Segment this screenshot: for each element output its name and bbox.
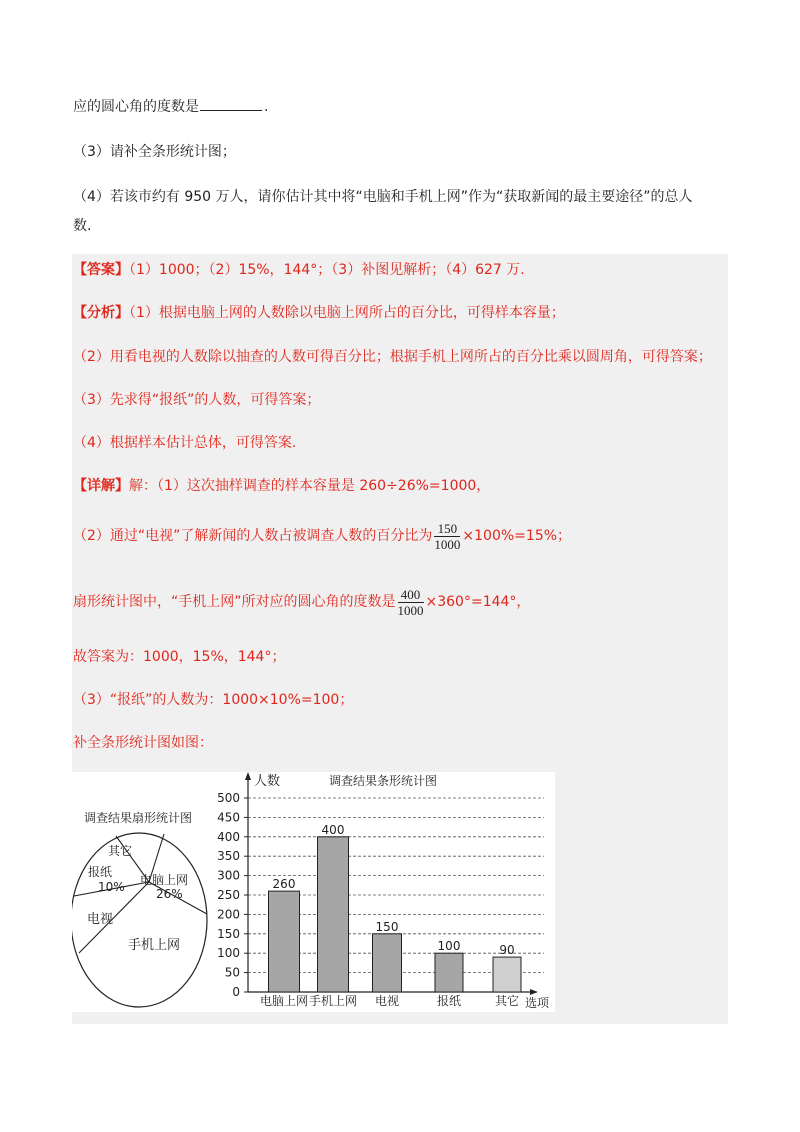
bar-category-label: 手机上网: [308, 994, 358, 1008]
pie-title: 调查结果扇形统计图: [84, 811, 193, 825]
detail-text-3-post: ×360°=144°，: [425, 594, 531, 610]
question-3: （3）请补全条形统计图；: [73, 144, 236, 160]
bar-5: [493, 957, 521, 992]
bar-value-label: 100: [437, 939, 461, 954]
question-2-end: [73, 96, 268, 117]
y-tick-label: 250: [217, 888, 240, 902]
pie-label-computer: 电脑上网: [140, 873, 189, 887]
detail-line-4: 故答案为：1000，15%，144°；: [73, 649, 286, 665]
pie-label-phone: 手机上网: [128, 938, 181, 953]
y-tick-label: 400: [217, 829, 240, 844]
detail-tag: 【详解】: [73, 478, 129, 494]
fraction-denominator: 1000: [434, 536, 461, 552]
analysis-line-3: （3）先求得“报纸”的人数，可得答案；: [73, 392, 321, 408]
detail-text-2: （2）通过“电视”了解新闻的人数占被调查人数的百分比为: [73, 528, 433, 544]
period: .: [264, 99, 269, 115]
analysis-line-2: （2）用看电视的人数除以抽查的人数可得百分比；根据手机上网所占的百分比乘以圆周角，可得答案；: [73, 349, 712, 365]
y-axis-arrow-icon: [245, 772, 251, 780]
pie-label-tv: 电视: [87, 912, 114, 927]
detail-text-3: 扇形统计图中，“手机上网”所对应的圆心角的度数是: [73, 594, 396, 610]
detail-line-1: [73, 476, 490, 496]
detail-line-3: [73, 584, 530, 620]
question-2-text: 应的圆心角的度数是: [73, 99, 199, 115]
analysis-text-1: （1）根据电脑上网的人数除以电脑上网所占的百分比，可得样本容量；: [129, 305, 565, 321]
bar-category-labels: [260, 993, 519, 1008]
y-tick-label: 0: [232, 985, 240, 999]
x-axis-arrow-icon: [530, 989, 538, 995]
bar-value-label: 150: [375, 919, 399, 934]
y-tick-label: 350: [217, 849, 240, 864]
pie-label-newspaper-pct: 10%: [98, 880, 125, 894]
bar-x-axis-label: 选项: [525, 996, 550, 1010]
answer-line: [73, 260, 525, 280]
y-tick-label: 450: [217, 810, 240, 825]
fraction-denominator: 1000: [397, 602, 424, 618]
bar-1: [269, 891, 300, 992]
y-tick-label: 50: [224, 965, 240, 980]
question-4-line-2: 数.: [73, 218, 92, 234]
detail-line-6: 补全条形统计图如图：: [73, 735, 213, 751]
bar-category-label: 报纸: [436, 994, 462, 1008]
detail-line-5: （3）“报纸”的人数为：1000×10%=100；: [73, 692, 354, 708]
bar-3: [373, 934, 402, 992]
bar-value-label: 400: [321, 822, 345, 837]
statistics-figure-svg: [72, 772, 555, 1012]
analysis-line-1: [73, 303, 565, 323]
answer-text: （1）1000；（2）15%，144°；（3）补图见解析；（4）627 万.: [129, 262, 525, 278]
bar-value-label: 260: [272, 877, 296, 892]
detail-line-2: [73, 518, 571, 554]
detail-text-1: 解：（1）这次抽样调查的样本容量是 260÷26%=1000，: [129, 478, 491, 494]
analysis-tag: 【分析】: [73, 305, 129, 321]
bar-value-label: 90: [499, 943, 515, 958]
bar-y-axis-label: 人数: [254, 774, 281, 789]
bar-category-label: 其它: [494, 994, 520, 1008]
fraction-150-1000: [434, 521, 460, 552]
pie-label-computer-pct: 26%: [156, 887, 183, 901]
answer-blank: [200, 96, 262, 111]
analysis-line-4: （4）根据样本估计总体，可得答案.: [73, 435, 297, 451]
fraction-numerator: 150: [434, 521, 460, 537]
fraction-400-1000: [398, 587, 424, 618]
y-tick-label: 200: [217, 907, 240, 922]
fraction-numerator: 400: [398, 587, 424, 603]
y-tick-label: 100: [217, 946, 240, 961]
y-tick-label: 500: [217, 791, 240, 805]
detail-text-2-post: ×100%=15%；: [462, 528, 572, 544]
answer-tag: 【答案】: [73, 262, 129, 278]
pie-label-other: 其它: [108, 844, 133, 858]
y-tick-label: 150: [217, 926, 240, 941]
bar-4: [435, 953, 463, 992]
bar-category-label: 电视: [374, 994, 400, 1008]
pie-label-newspaper: 报纸: [88, 865, 113, 879]
bar-chart-title: 调查结果条形统计图: [329, 774, 438, 788]
question-4-line-1: （4）若该市约有 950 万人，请你估计其中将“电脑和手机上网”作为“获取新闻的最主要途径”的总人: [73, 189, 693, 205]
statistics-figure: [72, 772, 555, 1012]
bar-y-ticks: [217, 791, 248, 999]
bar-2: [318, 837, 349, 992]
y-tick-label: 300: [217, 868, 240, 883]
bar-category-label: 电脑上网: [259, 994, 309, 1008]
